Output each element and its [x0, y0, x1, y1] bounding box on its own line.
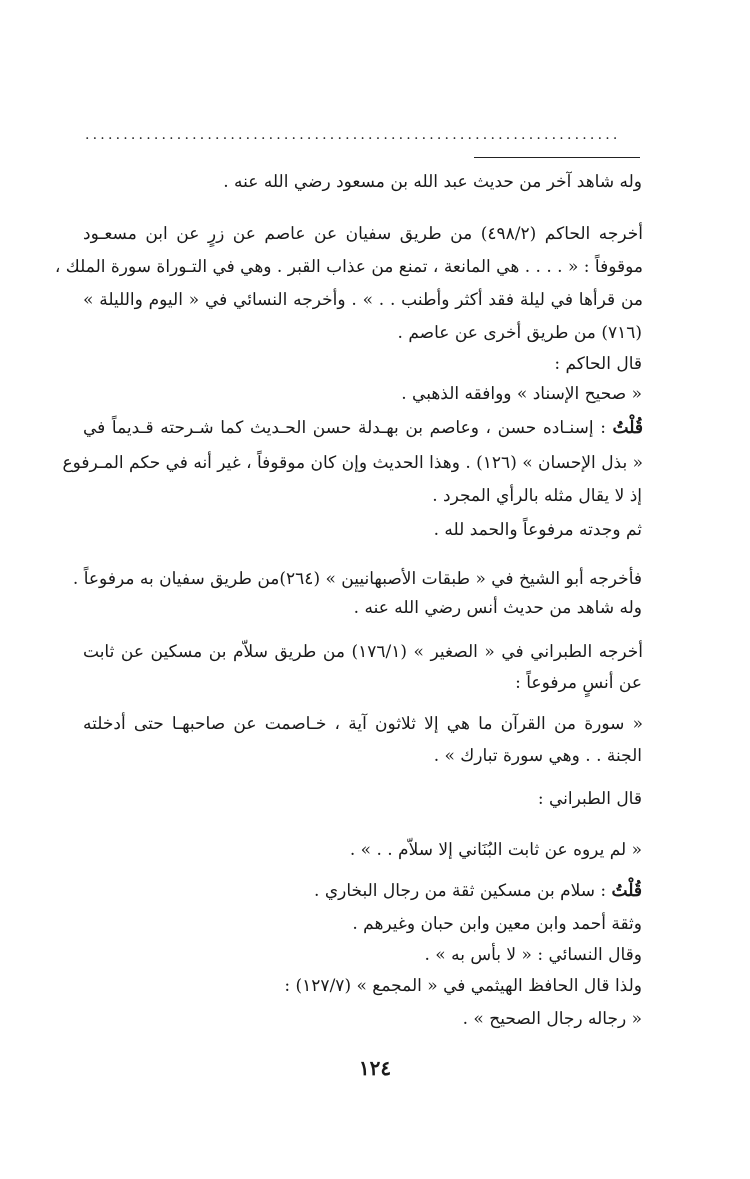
- text-line: إذ لا يقال مثله بالرأي المجرد .: [432, 486, 642, 506]
- text-line: الجنة . . وهي سورة تبارك » .: [433, 746, 642, 766]
- text-line: [83, 412, 643, 445]
- text-line: وثقة أحمد وابن معين وابن حبان وغيرهم .: [352, 914, 642, 934]
- text-line: « لم يروه عن ثابت البُنَاني إلا سلاّم . . » .: [349, 840, 642, 860]
- text-line: قال الطبراني :: [537, 789, 642, 809]
- text-line: قال الحاكم :: [554, 354, 642, 374]
- text-line: وله شاهد من حديث أنس رضي الله عنه .: [353, 598, 642, 618]
- text-line: ثم وجدته مرفوعاً والحمد لله .: [433, 520, 642, 540]
- text-line: وله شاهد آخر من حديث عبد الله بن مسعود رضي الله عنه .: [223, 172, 642, 192]
- text-line: أخرجه الطبراني في « الصغير » (١٧٦/١) من طريق سلاّم بن مسكين عن ثابت: [83, 642, 643, 662]
- text-line: أخرجه الحاكم (٤٩٨/٢) من طريق سفيان عن عاصم عن زرٍ عن ابن مسعـود: [83, 224, 644, 244]
- text-line: وقال النسائي : « لا بأس به » .: [424, 945, 642, 965]
- qult-label: قُلْتُ: [611, 881, 642, 901]
- page-number: ١٢٤: [358, 1056, 392, 1080]
- text-line: ولذا قال الحافظ الهيثمي في « المجمع » (١٢٧/٧) :: [284, 976, 642, 996]
- text-span: : سلام بن مسكين ثقة من رجال البخاري .: [314, 881, 607, 901]
- text-line: « صحيح الإسناد » ووافقه الذهبي .: [401, 384, 642, 404]
- text-span: : إسنـاده حسن ، وعاصم بن بهـدلة حسن الحـديث كما شـرحته قـديماً في: [83, 418, 606, 438]
- text-line: « رجاله رجال الصحيح » .: [462, 1009, 642, 1029]
- text-line: (٧١٦) من طريق أخرى عن عاصم .: [397, 323, 642, 343]
- text-line: فأخرجه أبو الشيخ في « طبقات الأصبهانيين » (٢٦٤)من طريق سفيان به مرفوعاً .: [72, 569, 642, 589]
- footnote-rule: [474, 157, 640, 158]
- dotted-separator: ......................................................................: [85, 128, 621, 142]
- text-line: من قرأها في ليلة فقد أكثر وأطنب . . » . وأخرجه النسائي في « اليوم والليلة »: [83, 290, 643, 310]
- text-line: [82, 875, 642, 908]
- text-line: « سورة من القرآن ما هي إلا ثلاثون آية ، خـاصمت عن صاحبهـا حتى أدخلته: [83, 714, 643, 734]
- text-line: « بذل الإحسان » (١٢٦) . وهذا الحديث وإن كان موقوفاً ، غير أنه في حكم المـرفوع: [62, 453, 643, 473]
- text-line: عن أنسٍ مرفوعاً :: [515, 673, 642, 693]
- qult-label: قُلْتُ: [612, 418, 643, 438]
- text-line: موقوفاً : « . . . . هي المانعة ، تمنع من عذاب القبر . وهي في التـوراة سورة الملك ،: [54, 257, 643, 277]
